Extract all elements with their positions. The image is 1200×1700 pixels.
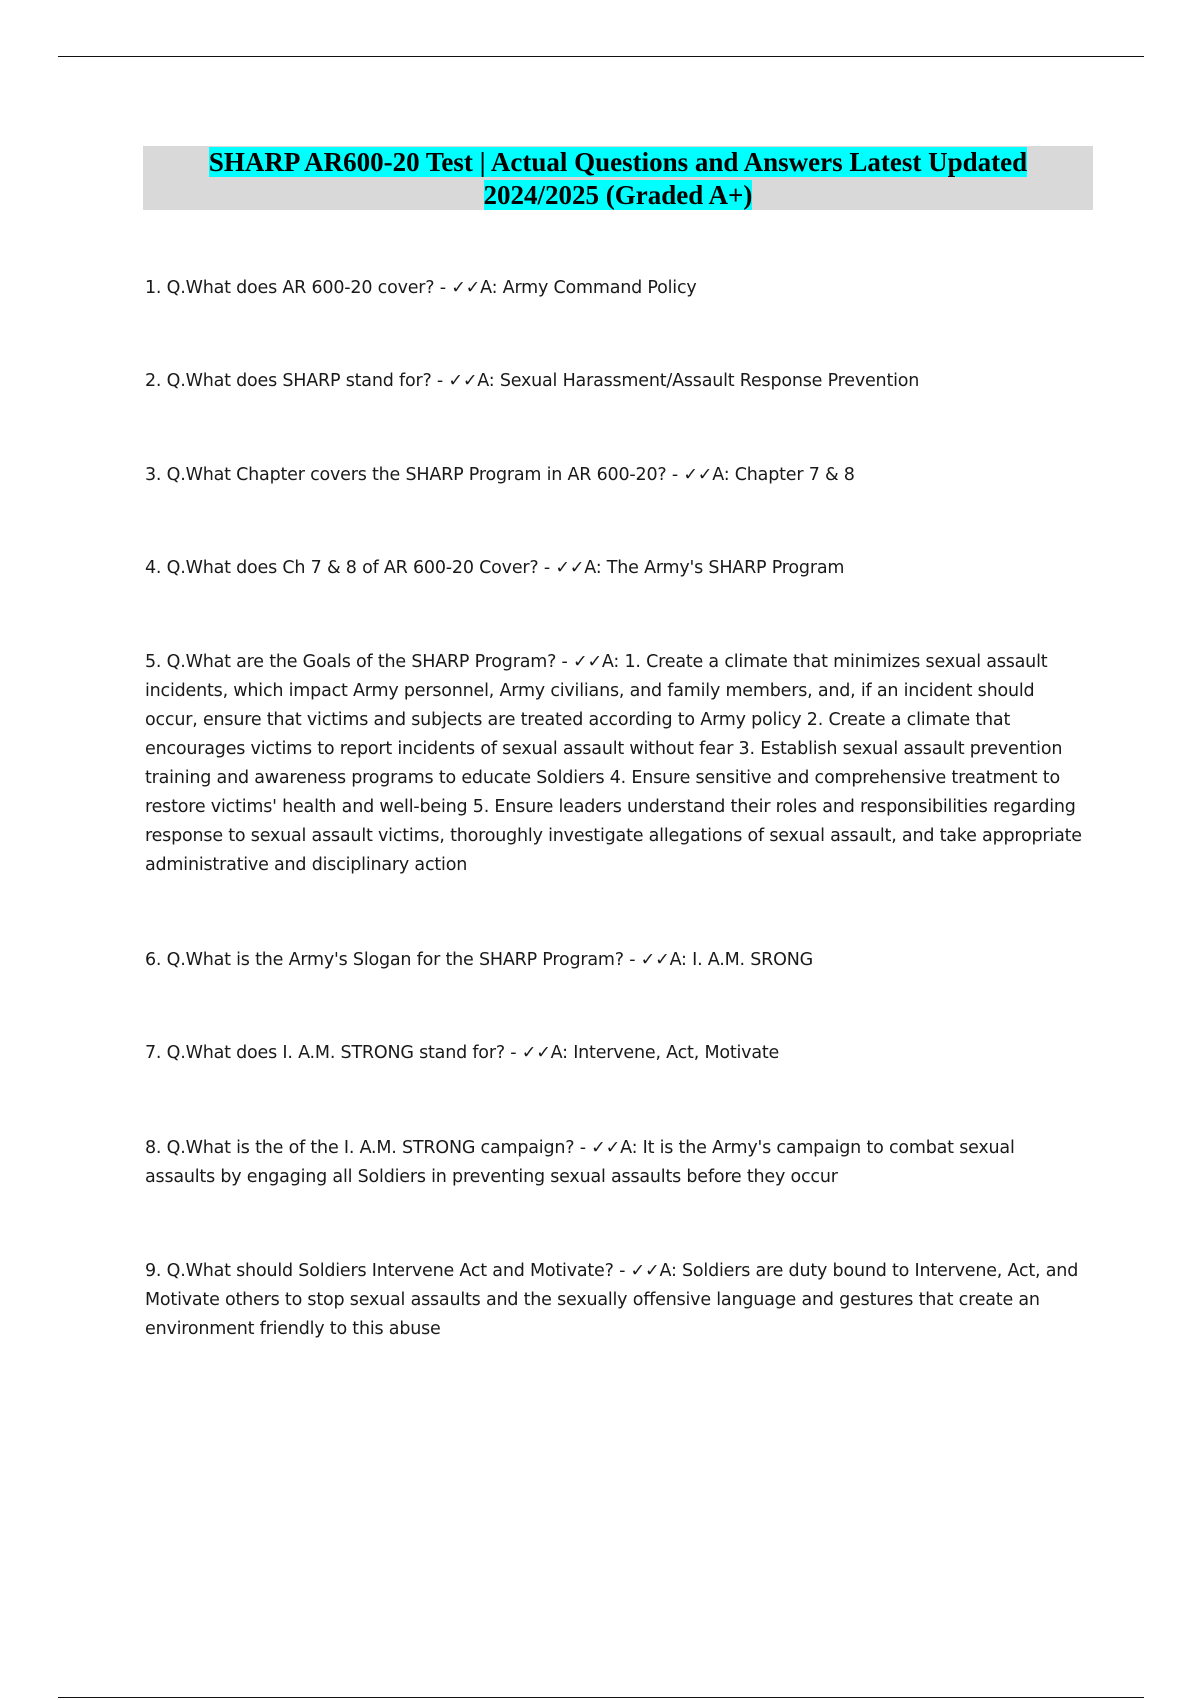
qa-item-9: 9. Q.What should Soldiers Intervene Act and Motivate? - ✓✓A: Soldiers are duty bound to Intervene, Act, and Motivate others to stop sexual assaults and the sexually offensive language and gestures that create an environment friendly to this abuse: [145, 1261, 1079, 1339]
title-line-2: 2024/2025 (Graded A+): [483, 180, 753, 210]
title-line-1: SHARP AR600-20 Test | Actual Questions and Answers Latest Updated: [208, 147, 1028, 177]
qa-item-6: 6. Q.What is the Army's Slogan for the SHARP Program? - ✓✓A: I. A.M. SRONG: [145, 950, 813, 970]
qa-item-3: 3. Q.What Chapter covers the SHARP Program in AR 600-20? - ✓✓A: Chapter 7 & 8: [145, 465, 855, 485]
qa-item-2: 2. Q.What does SHARP stand for? - ✓✓A: Sexual Harassment/Assault Response Prevention: [145, 371, 920, 391]
document-title: [143, 146, 1093, 212]
qa-item-8: 8. Q.What is the of the I. A.M. STRONG campaign? - ✓✓A: It is the Army's campaign to combat sexual assaults by engaging all Soldiers in preventing sexual assaults before they occur: [145, 1138, 1015, 1187]
qa-item-4: 4. Q.What does Ch 7 & 8 of AR 600-20 Cover? - ✓✓A: The Army's SHARP Program: [145, 558, 845, 578]
document-title-box: [143, 146, 1093, 210]
header-rule: [58, 56, 1144, 57]
qa-item-1: 1. Q.What does AR 600-20 cover? - ✓✓A: Army Command Policy: [145, 278, 697, 298]
qa-item-5: 5. Q.What are the Goals of the SHARP Program? - ✓✓A: 1. Create a climate that minimizes sexual assault incidents, which impact Army personnel, Army civilians, and family members, and, if an incident should occur, ensure that victims and subjects are treated according to Army policy 2. Create a climate that encourages victims to report incidents of sexual assault without fear 3. Establish sexual assault prevention training and awareness programs to educate Soldiers 4. Ensure sensitive and comprehensive treatment to restore victims' health and well-being 5. Ensure leaders understand their roles and responsibilities regarding response to sexual assault victims, thoroughly investigate allegations of sexual assault, and take appropriate administrative and disciplinary action: [145, 652, 1082, 875]
qa-item-7: 7. Q.What does I. A.M. STRONG stand for? - ✓✓A: Intervene, Act, Motivate: [145, 1043, 780, 1063]
footer-rule: [58, 1697, 1144, 1698]
